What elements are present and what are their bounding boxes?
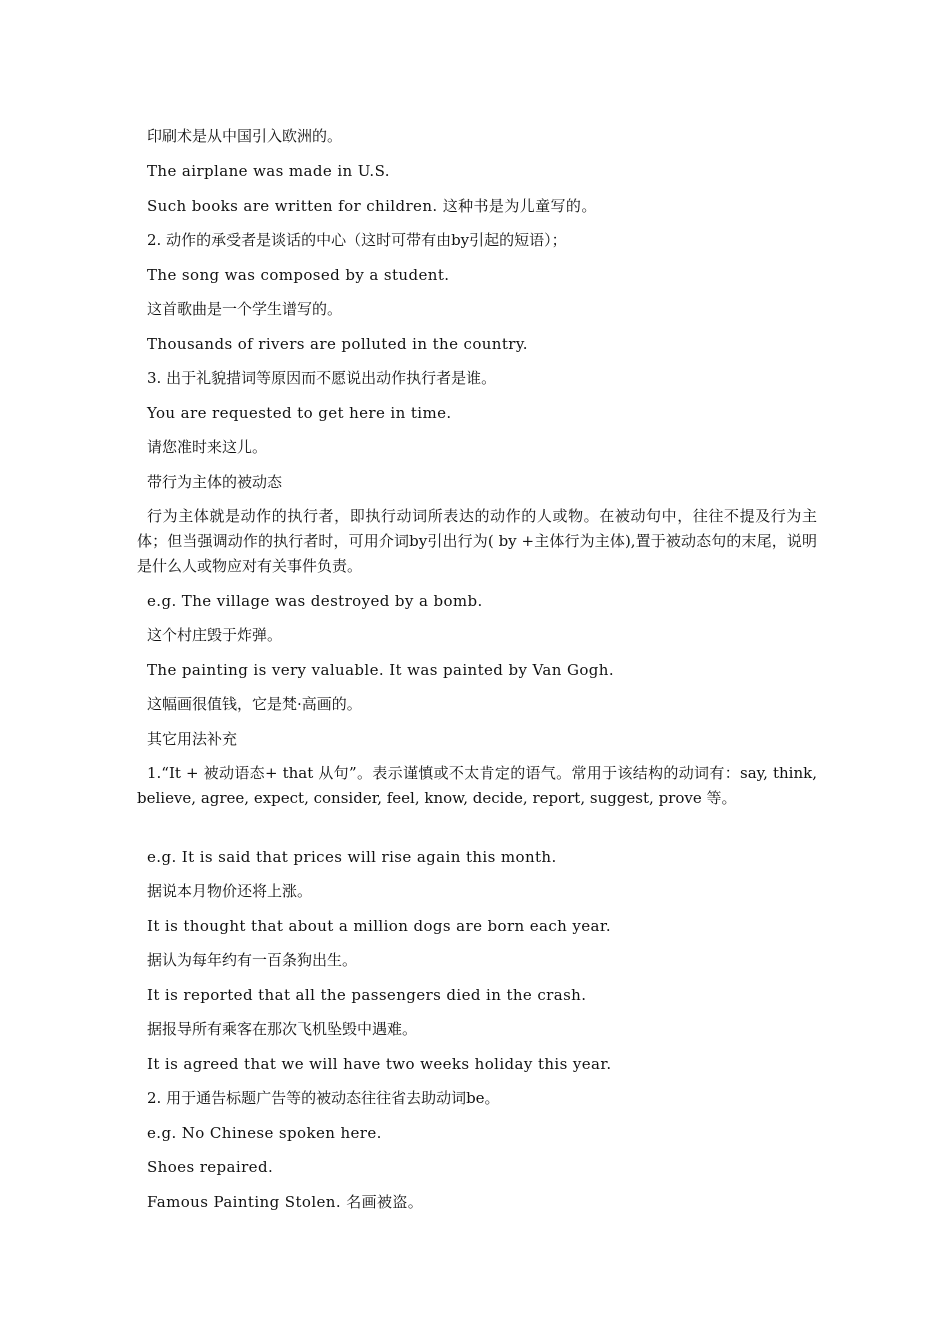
text-line: 据认为每年约有一百条狗出生。 <box>147 951 358 969</box>
text-line: Thousands of rivers are polluted in the country. <box>147 335 528 353</box>
text-line: e.g. The village was destroyed by a bomb. <box>147 592 483 610</box>
text-line: 据报导所有乘客在那次飞机坠毁中遇难。 <box>147 1020 418 1038</box>
text-line: The airplane was made in U.S. <box>147 162 390 180</box>
text-line: It is agreed that we will have two weeks holiday this year. <box>147 1055 612 1073</box>
paragraph: 1.“It + 被动语态+ that 从句”。表示谨慎或不太肯定的语气。常用于该结构的动词有：say, think, believe, agree, expect, consider, feel, know, decide, report, suggest, prove 等。 <box>137 764 817 807</box>
text-line: Such books are written for children. 这种书是为儿童写的。 <box>147 197 597 215</box>
section-heading: 其它用法补充 <box>147 730 238 748</box>
text-line: 3. 出于礼貌措词等原因而不愿说出动作执行者是谁。 <box>147 369 497 387</box>
text-line: Shoes repaired. <box>147 1158 274 1176</box>
text-line: 据说本月物价还将上涨。 <box>147 882 313 900</box>
text-line: It is reported that all the passengers died in the crash. <box>147 986 587 1004</box>
text-line: e.g. It is said that prices will rise again this month. <box>147 848 557 866</box>
text-line: The painting is very valuable. It was painted by Van Gogh. <box>147 661 614 679</box>
text-line: e.g. No Chinese spoken here. <box>147 1124 382 1142</box>
text-line: The song was composed by a student. <box>147 266 450 284</box>
section-heading: 带行为主体的被动态 <box>147 473 283 491</box>
text-line: 请您准时来这儿。 <box>147 438 268 456</box>
text-line: 2. 用于通告标题广告等的被动态往往省去助动词be。 <box>147 1089 500 1107</box>
text-line: 2. 动作的承受者是谈话的中心（这时可带有由by引起的短语）； <box>147 231 567 249</box>
text-line: 这幅画很值钱，它是梵·高画的。 <box>147 695 362 713</box>
text-line: You are requested to get here in time. <box>147 404 452 422</box>
paragraph: 行为主体就是动作的执行者，即执行动词所表达的动作的人或物。在被动句中，往往不提及行为主体；但当强调动作的执行者时，可用介词by引出行为( by +主体行为主体),置于被动态句的末尾，说明是什么人或物应对有关事件负责。 <box>137 507 817 575</box>
text-line: It is thought that about a million dogs are born each year. <box>147 917 611 935</box>
text-line: 这个村庄毁于炸弹。 <box>147 626 283 644</box>
text-line: 印刷术是从中国引入欧洲的。 <box>147 127 343 145</box>
text-line: Famous Painting Stolen. 名画被盗。 <box>147 1193 424 1211</box>
text-line: 这首歌曲是一个学生谱写的。 <box>147 300 343 318</box>
